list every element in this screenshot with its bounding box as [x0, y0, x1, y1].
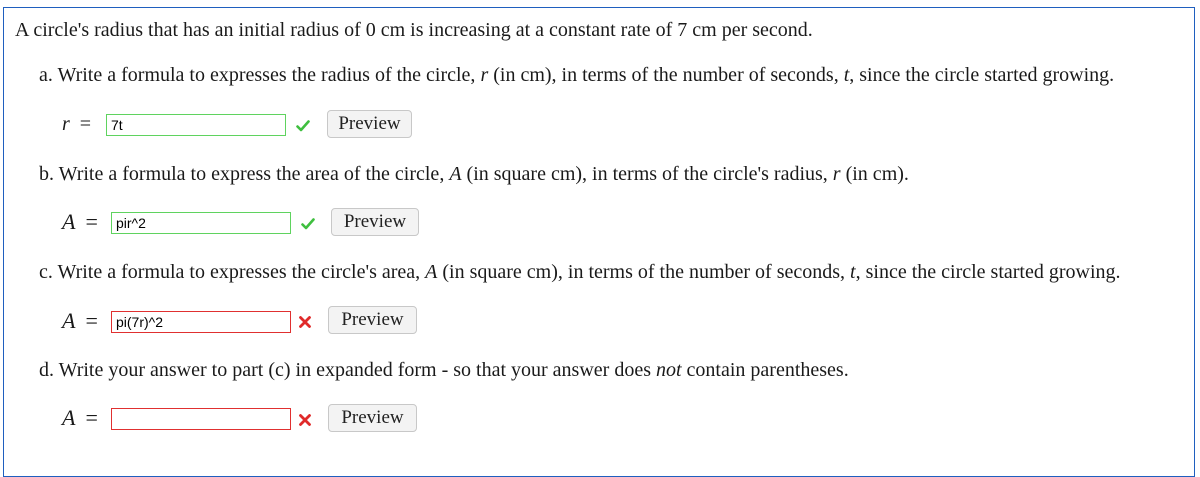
part-a-answer-input[interactable]: 7t	[106, 114, 286, 136]
part-d-answer-var: A	[62, 405, 76, 430]
part-b-var-r: r	[832, 163, 841, 185]
part-b-text-3: (in cm).	[840, 163, 909, 185]
part-b-answer-input[interactable]: pir^2	[111, 212, 291, 234]
equals-sign: =	[79, 113, 92, 135]
part-c-answer-label	[62, 308, 98, 334]
x-icon	[298, 315, 312, 329]
part-a-answer-label	[62, 113, 91, 136]
part-b-answer-label	[62, 209, 98, 235]
part-d-answer-input[interactable]	[111, 408, 291, 430]
equals-sign: =	[85, 308, 98, 333]
part-a-answer-var: r	[62, 113, 70, 135]
part-a-text-2: (in cm), in terms of the number of seconds,	[488, 64, 844, 86]
part-c-preview-button[interactable]: Preview	[328, 306, 417, 334]
check-icon	[296, 119, 310, 133]
part-d-answer-label	[62, 405, 98, 431]
part-c-prompt	[39, 261, 1121, 284]
part-d-emphasis: not	[655, 359, 682, 381]
check-icon	[301, 217, 315, 231]
part-d-text-1: d. Write your answer to part (c) in expanded form - so that your answer does	[39, 359, 656, 381]
part-c-text-3: , since the circle started growing.	[855, 261, 1121, 283]
part-b-var-A: A	[449, 163, 462, 185]
x-icon	[298, 413, 312, 427]
part-b-prompt	[39, 163, 909, 186]
part-c-var-t: t	[850, 261, 856, 283]
part-a-var-t: t	[843, 64, 850, 86]
equals-sign: =	[85, 405, 98, 430]
part-d-preview-button[interactable]: Preview	[328, 404, 417, 432]
part-a-var-r: r	[480, 64, 489, 86]
part-c-var-A: A	[425, 261, 438, 283]
problem-statement: A circle's radius that has an initial radius of 0 cm is increasing at a constant rate of 7 cm per second.	[15, 19, 813, 41]
part-a-preview-button[interactable]: Preview	[327, 110, 412, 138]
part-a-text-3: , since the circle started growing.	[849, 64, 1115, 86]
part-b-preview-button[interactable]: Preview	[331, 208, 419, 236]
part-c-answer-var: A	[62, 308, 76, 333]
part-c-answer-input[interactable]: pi(7r)^2	[111, 311, 291, 333]
equals-sign: =	[85, 209, 98, 234]
part-a-prompt	[39, 64, 1114, 87]
part-b-answer-var: A	[62, 209, 76, 234]
part-c-text-1: c. Write a formula to expresses the circle's area,	[39, 261, 426, 283]
part-c-text-2: (in square cm), in terms of the number of seconds,	[437, 261, 851, 283]
part-d-text-2: contain parentheses.	[681, 359, 849, 381]
part-d-prompt	[39, 359, 849, 382]
part-b-text-2: (in square cm), in terms of the circle's radius,	[461, 163, 833, 185]
part-a-text-1: a. Write a formula to expresses the radius of the circle,	[39, 64, 481, 86]
part-b-text-1: b. Write a formula to express the area of the circle,	[39, 163, 450, 185]
